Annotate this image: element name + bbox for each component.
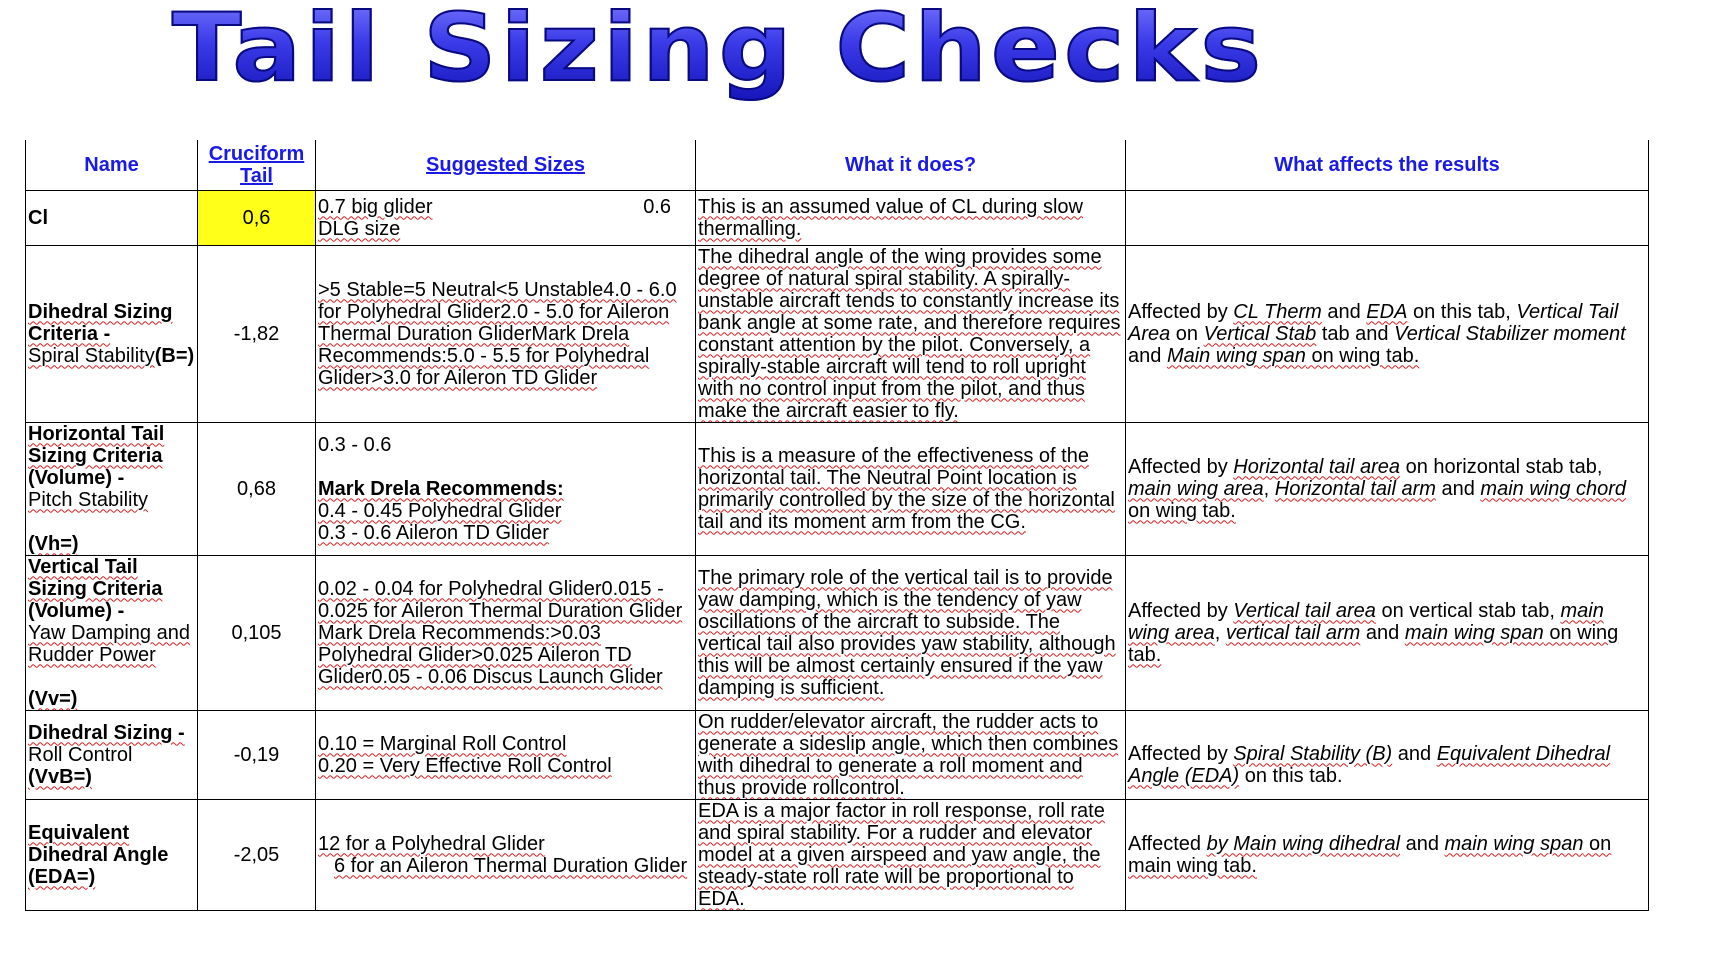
- what-cell-dihedral-roll: On rudder/elevator aircraft, the rudder acts to generate a sideslip angle, which then combines with dihedral to generate a roll moment and thus provide rollcontrol.: [696, 710, 1126, 799]
- what-cell-eda: EDA is a major factor in roll response, roll rate and spiral stability. For a rudder and elevator model at a given airspeed and yaw angle, the steady-state roll rate will be proportional to EDA.: [696, 799, 1126, 910]
- header-row: [26, 140, 1649, 190]
- what-cell-vertical-tail: The primary role of the vertical tail is to provide yaw damping, which is the tendency of yaw oscillations of the aircraft to subside. The vertical tail also provides yaw stability, although this will be almost certainly ensured if the yaw damping is sufficient.: [696, 555, 1126, 710]
- header-what-affects: What affects the results: [1126, 140, 1649, 190]
- suggested-cell-dihedral-roll: 0.10 = Marginal Roll Control 0.20 = Very Effective Roll Control: [316, 710, 696, 799]
- value-cell-horizontal-tail[interactable]: 0,68: [198, 422, 316, 555]
- value-cell-cl[interactable]: 0,6: [198, 190, 316, 245]
- header-suggested-sizes: Suggested Sizes: [316, 140, 696, 190]
- suggested-cell-dihedral-spiral: >5 Stable=5 Neutral<5 Unstable4.0 - 6.0 for Polyhedral Glider2.0 - 5.0 for Aileron Thermal Duration GliderMark Drela Recommends:5.0 - 5.5 for Polyhedral Glider>3.0 for Aileron TD Glider: [316, 245, 696, 422]
- table-row: [26, 422, 1649, 555]
- row-name-vertical-tail: Vertical Tail Sizing Criteria (Volume) - Yaw Damping and Rudder Power (Vv=): [26, 555, 198, 710]
- row-name-dihedral-spiral: Dihedral Sizing Criteria - Spiral Stability(B=): [26, 245, 198, 422]
- value-cell-dihedral-roll[interactable]: -0,19: [198, 710, 316, 799]
- affects-cell-eda: Affected by Main wing dihedral and main wing span on main wing tab.: [1126, 799, 1649, 910]
- affects-cell-cl: [1126, 190, 1649, 245]
- value-cell-eda[interactable]: -2,05: [198, 799, 316, 910]
- what-cell-cl: This is an assumed value of CL during slow thermalling.: [696, 190, 1126, 245]
- suggested-cell-eda: 12 for a Polyhedral Glider 6 for an Aileron Thermal Duration Glider: [316, 799, 696, 910]
- value-cell-vertical-tail[interactable]: 0,105: [198, 555, 316, 710]
- table-row: [26, 245, 1649, 422]
- table-row: [26, 190, 1649, 245]
- table-row: [26, 710, 1649, 799]
- affects-cell-dihedral-roll: Affected by Spiral Stability (B) and Equivalent Dihedral Angle (EDA) on this tab.: [1126, 710, 1649, 799]
- page-title: Tail Sizing Checks: [172, 0, 1265, 103]
- affects-cell-vertical-tail: Affected by Vertical tail area on vertical stab tab, main wing area, vertical tail arm and main wing span on wing tab.: [1126, 555, 1649, 710]
- affects-cell-dihedral-spiral: Affected by CL Therm and EDA on this tab, Vertical Tail Area on Vertical Stab tab and Vertical Stabilizer moment and Main wing span on wing tab.: [1126, 245, 1649, 422]
- table-row: [26, 555, 1649, 710]
- suggested-cell-horizontal-tail: 0.3 - 0.6 Mark Drela Recommends: 0.4 - 0.45 Polyhedral Glider 0.3 - 0.6 Aileron TD Glider: [316, 422, 696, 555]
- row-name-dihedral-roll: Dihedral Sizing - Roll Control (VvB=): [26, 710, 198, 799]
- row-name-cl: Cl: [26, 190, 198, 245]
- suggested-cell-vertical-tail: 0.02 - 0.04 for Polyhedral Glider0.015 - 0.025 for Aileron Thermal Duration Glider Mark Drela Recommends:>0.03 Polyhedral Glider>0.025 Aileron TD Glider0.05 - 0.06 Discus Launch Glider: [316, 555, 696, 710]
- row-name-eda: Equivalent Dihedral Angle (EDA=): [26, 799, 198, 910]
- tail-sizing-table: [25, 140, 1649, 911]
- suggested-cell-cl: 0.7 big glider 0.6 DLG size: [316, 190, 696, 245]
- table-row: [26, 799, 1649, 910]
- header-what-it-does: What it does?: [696, 140, 1126, 190]
- what-cell-horizontal-tail: This is a measure of the effectiveness of the horizontal tail. The Neutral Point location is primarily controlled by the size of the horizontal tail and its moment arm from the CG.: [696, 422, 1126, 555]
- value-cell-dihedral-spiral[interactable]: -1,82: [198, 245, 316, 422]
- affects-cell-horizontal-tail: Affected by Horizontal tail area on horizontal stab tab, main wing area, Horizontal tail arm and main wing chord on wing tab.: [1126, 422, 1649, 555]
- header-cruciform-tail: Cruciform Tail: [198, 140, 316, 190]
- header-name: Name: [26, 140, 198, 190]
- row-name-horizontal-tail: Horizontal Tail Sizing Criteria (Volume) - Pitch Stability (Vh=): [26, 422, 198, 555]
- what-cell-dihedral-spiral: The dihedral angle of the wing provides some degree of natural spiral stability. A spirally-unstable aircraft tends to constantly increase its bank angle at some rate, and therefore requires constant attention by the pilot. Conversely, a spirally-stable aircraft will tend to roll upright with no control input from the pilot, and thus make the aircraft easier to fly.: [696, 245, 1126, 422]
